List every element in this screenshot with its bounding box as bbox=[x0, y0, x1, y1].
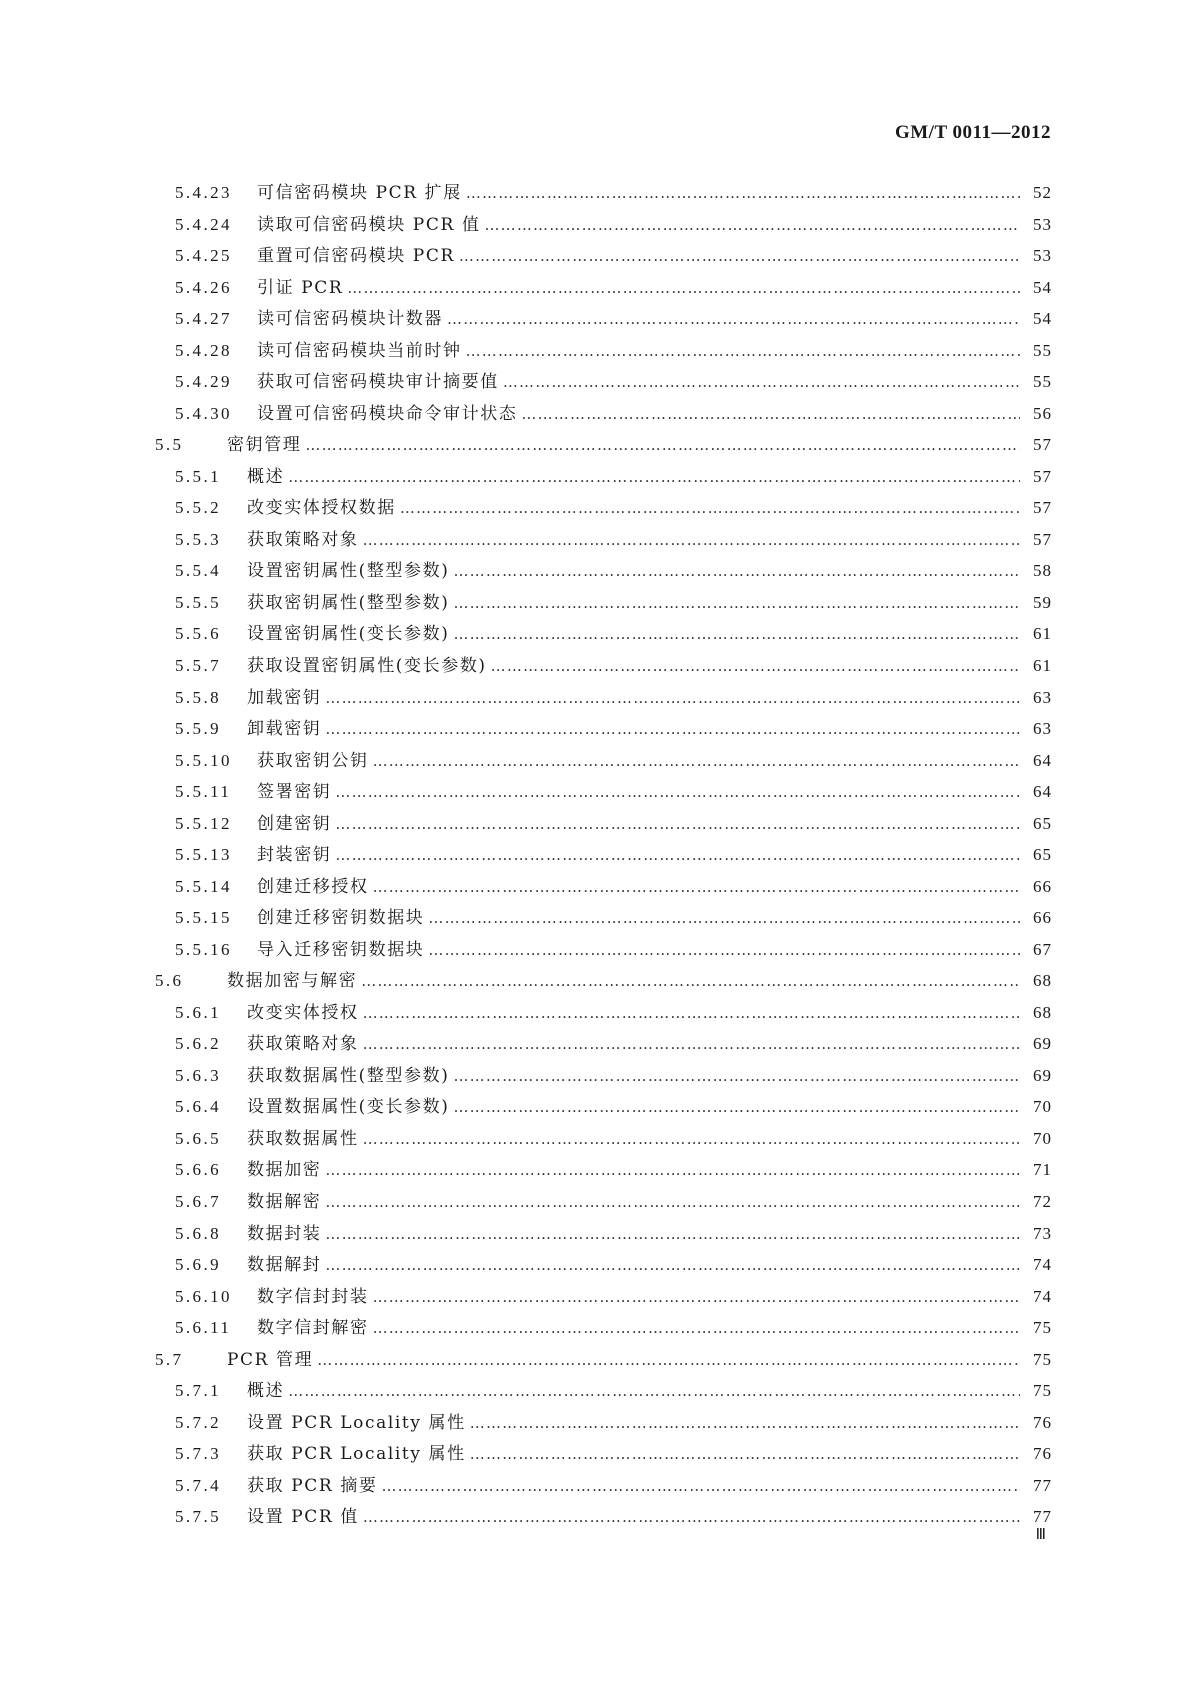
toc-entry-title: 数据封装 bbox=[247, 1223, 322, 1244]
toc-entry-title: 数据加密与解密 bbox=[227, 971, 358, 992]
toc-entry-number: 5.5.8 bbox=[175, 687, 221, 707]
toc-entry-title: 可信密码模块 PCR 扩展 bbox=[257, 183, 462, 203]
toc-entry-page: 66 bbox=[1033, 876, 1052, 896]
toc-entry-number: 5.5.7 bbox=[175, 655, 221, 675]
toc-leader-dots bbox=[373, 1313, 1020, 1345]
toc-entry-title: 设置 PCR 值 bbox=[247, 1507, 359, 1528]
toc-leader-dots bbox=[453, 556, 1020, 588]
toc-leader-dots bbox=[361, 966, 1020, 998]
toc-entry-page: 63 bbox=[1033, 687, 1052, 707]
toc-entry[interactable] bbox=[155, 335, 1052, 367]
toc-entry-page: 63 bbox=[1033, 719, 1052, 739]
toc-entry-number: 5.4.23 bbox=[175, 183, 232, 202]
page-number: Ⅲ bbox=[1035, 1527, 1046, 1543]
standard-code-header: GM/T 0011—2012 bbox=[894, 122, 1051, 143]
toc-entry-title: 数字信封解密 bbox=[257, 1318, 369, 1339]
toc-leader-dots bbox=[466, 336, 1020, 368]
toc-entry-page: 67 bbox=[1033, 939, 1052, 959]
toc-entry-page: 73 bbox=[1033, 1223, 1052, 1243]
toc-entry-title: 设置密钥属性(变长参数) bbox=[247, 624, 450, 645]
toc-entry-page: 77 bbox=[1033, 1475, 1052, 1495]
toc-entry-page: 69 bbox=[1033, 1034, 1052, 1054]
toc-entry-number: 5.6.2 bbox=[175, 1034, 221, 1054]
toc-entry-number: 5.4.26 bbox=[175, 277, 232, 297]
toc-entry-number: 5.5.16 bbox=[175, 939, 232, 959]
toc-entry[interactable] bbox=[155, 871, 1052, 903]
toc-entry-page: 75 bbox=[1033, 1381, 1052, 1401]
toc-entry[interactable] bbox=[155, 965, 1052, 997]
toc-entry-number: 5.5.10 bbox=[175, 750, 232, 770]
toc-entry-page: 61 bbox=[1033, 624, 1052, 644]
toc-entry[interactable] bbox=[155, 808, 1052, 840]
toc-entry-number: 5.5.9 bbox=[175, 719, 221, 739]
toc-leader-dots bbox=[325, 714, 1020, 746]
toc-entry-number: 5.5.6 bbox=[175, 624, 221, 644]
toc-entry[interactable] bbox=[155, 366, 1052, 398]
toc-entry-number: 5.5.2 bbox=[175, 498, 221, 518]
toc-entry-number: 5.7.2 bbox=[175, 1412, 221, 1432]
toc-leader-dots bbox=[325, 1187, 1020, 1219]
toc-leader-dots bbox=[317, 1345, 1020, 1377]
toc-entry-number: 5.4.30 bbox=[175, 403, 232, 423]
toc-entry[interactable] bbox=[155, 177, 1052, 209]
toc-leader-dots bbox=[428, 935, 1020, 967]
toc-entry-page: 74 bbox=[1033, 1286, 1052, 1306]
toc-entry[interactable] bbox=[155, 1154, 1052, 1186]
toc-entry-title: 概述 bbox=[247, 466, 285, 487]
toc-entry-page: 71 bbox=[1033, 1160, 1052, 1180]
toc-entry-number: 5.7.4 bbox=[175, 1475, 221, 1495]
toc-leader-dots bbox=[453, 588, 1020, 620]
toc-entry[interactable] bbox=[155, 524, 1052, 556]
toc-entry[interactable] bbox=[155, 1312, 1052, 1344]
toc-entry-page: 65 bbox=[1033, 845, 1052, 865]
toc-entry-number: 5.6.1 bbox=[175, 1002, 221, 1022]
toc-entry-number: 5.6 bbox=[155, 971, 184, 991]
toc-entry-page: 52 bbox=[1033, 183, 1052, 202]
toc-entry-title: 数据解密 bbox=[247, 1192, 322, 1212]
toc-entry[interactable] bbox=[155, 1501, 1052, 1533]
toc-entry-page: 58 bbox=[1033, 561, 1052, 581]
toc-entry-number: 5.6.6 bbox=[175, 1160, 221, 1180]
toc-entry-title: 获取 PCR Locality 属性 bbox=[247, 1444, 466, 1465]
toc-entry-number: 5.5.4 bbox=[175, 561, 221, 581]
toc-entry-number: 5.5.14 bbox=[175, 876, 232, 896]
toc-entry-title: 概述 bbox=[247, 1381, 285, 1402]
toc-entry[interactable] bbox=[155, 240, 1052, 272]
toc-entry[interactable] bbox=[155, 429, 1052, 461]
toc-entry-title: 封装密钥 bbox=[257, 845, 332, 866]
toc-entry-page: 66 bbox=[1033, 908, 1052, 928]
toc-entry[interactable] bbox=[155, 618, 1052, 650]
toc-entry[interactable] bbox=[155, 1123, 1052, 1155]
toc-leader-dots bbox=[363, 525, 1020, 557]
toc-entry-number: 5.7.1 bbox=[175, 1381, 221, 1401]
toc-entry[interactable] bbox=[155, 1091, 1052, 1123]
toc-entry-title: 获取密钥公钥 bbox=[257, 750, 369, 771]
toc-entry-number: 5.7.5 bbox=[175, 1507, 221, 1527]
toc-entry[interactable] bbox=[155, 272, 1052, 304]
toc-leader-dots bbox=[470, 1439, 1020, 1471]
toc-entry-title: 读可信密码模块计数器 bbox=[257, 309, 443, 330]
toc-entry-title: 改变实体授权数据 bbox=[247, 498, 396, 519]
toc-entry[interactable] bbox=[155, 745, 1052, 777]
toc-entry-page: 65 bbox=[1033, 813, 1052, 833]
toc-entry[interactable] bbox=[155, 1218, 1052, 1250]
toc-entry-title: 获取策略对象 bbox=[247, 529, 359, 550]
toc-leader-dots bbox=[428, 903, 1020, 935]
toc-entry-number: 5.4.24 bbox=[175, 214, 232, 234]
toc-leader-dots bbox=[470, 1408, 1020, 1440]
toc-leader-dots bbox=[347, 273, 1020, 305]
toc-entry-page: 54 bbox=[1033, 309, 1052, 329]
toc-entry-title: 加载密钥 bbox=[247, 687, 322, 708]
toc-entry-number: 5.4.29 bbox=[175, 372, 232, 392]
toc-entry-title: 导入迁移密钥数据块 bbox=[257, 939, 425, 960]
toc-entry-title: 数字信封封装 bbox=[257, 1286, 369, 1307]
toc-entry-page: 57 bbox=[1033, 435, 1052, 455]
toc-entry-title: 获取可信密码模块审计摘要值 bbox=[257, 372, 499, 393]
toc-entry-number: 5.6.9 bbox=[175, 1255, 221, 1275]
toc-leader-dots bbox=[466, 178, 1020, 210]
toc-entry-title: 改变实体授权 bbox=[247, 1002, 359, 1023]
toc-entry-number: 5.6.3 bbox=[175, 1065, 221, 1085]
toc-leader-dots bbox=[373, 746, 1020, 778]
toc-entry-title: 获取策略对象 bbox=[247, 1034, 359, 1055]
toc-entry[interactable] bbox=[155, 1249, 1052, 1281]
toc-entry-page: 68 bbox=[1033, 1002, 1052, 1022]
toc-entry-page: 77 bbox=[1033, 1507, 1052, 1527]
toc-entry[interactable] bbox=[155, 682, 1052, 714]
toc-entry[interactable] bbox=[155, 1186, 1052, 1218]
toc-entry-title: 创建迁移授权 bbox=[257, 876, 369, 897]
toc-entry-title: 密钥管理 bbox=[227, 435, 302, 456]
toc-entry[interactable] bbox=[155, 1028, 1052, 1060]
table-of-contents bbox=[155, 177, 1052, 1533]
toc-leader-dots bbox=[325, 1155, 1020, 1187]
toc-entry[interactable] bbox=[155, 713, 1052, 745]
toc-entry-number: 5.5.15 bbox=[175, 908, 232, 928]
toc-entry-title: 创建密钥 bbox=[257, 813, 332, 834]
toc-entry-page: 55 bbox=[1033, 340, 1052, 360]
toc-entry[interactable] bbox=[155, 650, 1052, 682]
toc-entry[interactable] bbox=[155, 839, 1052, 871]
toc-entry[interactable] bbox=[155, 1407, 1052, 1439]
toc-entry-page: 57 bbox=[1033, 498, 1052, 518]
toc-entry[interactable] bbox=[155, 1438, 1052, 1470]
toc-entry[interactable] bbox=[155, 934, 1052, 966]
toc-entry[interactable] bbox=[155, 587, 1052, 619]
toc-leader-dots bbox=[288, 1376, 1020, 1408]
toc-entry-number: 5.4.27 bbox=[175, 309, 232, 329]
toc-entry-title: 获取 PCR 摘要 bbox=[247, 1475, 378, 1496]
toc-leader-dots bbox=[325, 683, 1020, 715]
toc-entry-number: 5.5.11 bbox=[175, 782, 232, 802]
toc-entry[interactable] bbox=[155, 997, 1052, 1029]
toc-leader-dots bbox=[335, 840, 1020, 872]
toc-entry-page: 70 bbox=[1033, 1097, 1052, 1117]
toc-entry-page: 70 bbox=[1033, 1128, 1052, 1148]
toc-entry[interactable] bbox=[155, 398, 1052, 430]
toc-leader-dots bbox=[305, 430, 1020, 462]
toc-leader-dots bbox=[325, 1250, 1020, 1282]
toc-entry[interactable] bbox=[155, 1344, 1052, 1376]
toc-entry-number: 5.5.12 bbox=[175, 813, 232, 833]
toc-entry-page: 72 bbox=[1033, 1192, 1052, 1211]
toc-leader-dots bbox=[373, 1282, 1020, 1314]
toc-entry-page: 68 bbox=[1033, 971, 1052, 991]
toc-entry-number: 5.6.5 bbox=[175, 1128, 221, 1148]
toc-entry-title: 设置可信密码模块命令审计状态 bbox=[257, 403, 518, 424]
toc-leader-dots bbox=[373, 872, 1020, 904]
toc-entry-title: 数据加密 bbox=[247, 1160, 322, 1181]
toc-entry-title: 获取密钥属性(整型参数) bbox=[247, 592, 450, 613]
toc-entry-title: 设置 PCR Locality 属性 bbox=[247, 1412, 466, 1433]
toc-leader-dots bbox=[381, 1471, 1020, 1503]
toc-entry-title: 获取数据属性(整型参数) bbox=[247, 1065, 450, 1086]
toc-entry[interactable] bbox=[155, 461, 1052, 493]
toc-entry-title: 引证 PCR bbox=[257, 277, 344, 298]
toc-entry-page: 69 bbox=[1033, 1065, 1052, 1085]
toc-entry-page: 76 bbox=[1033, 1444, 1052, 1464]
toc-leader-dots bbox=[363, 998, 1020, 1030]
toc-entry-title: 重置可信密码模块 PCR bbox=[257, 246, 455, 267]
toc-entry-page: 53 bbox=[1033, 246, 1052, 266]
toc-entry-page: 64 bbox=[1033, 750, 1052, 770]
toc-entry[interactable] bbox=[155, 1470, 1052, 1502]
toc-entry-page: 54 bbox=[1033, 277, 1052, 297]
toc-entry-page: 74 bbox=[1033, 1255, 1052, 1275]
toc-entry-page: 59 bbox=[1033, 592, 1052, 612]
toc-entry-page: 56 bbox=[1033, 403, 1052, 423]
toc-entry-title: 创建迁移密钥数据块 bbox=[257, 908, 425, 929]
toc-entry-number: 5.5.13 bbox=[175, 845, 232, 865]
toc-leader-dots bbox=[363, 1502, 1020, 1534]
toc-entry-page: 76 bbox=[1033, 1412, 1052, 1432]
toc-leader-dots bbox=[335, 777, 1020, 809]
toc-leader-dots bbox=[363, 1029, 1020, 1061]
toc-leader-dots bbox=[459, 241, 1020, 273]
toc-entry[interactable] bbox=[155, 209, 1052, 241]
toc-leader-dots bbox=[453, 619, 1020, 651]
toc-entry-number: 5.6.11 bbox=[175, 1318, 232, 1338]
toc-entry-number: 5.5 bbox=[155, 435, 184, 455]
toc-entry-number: 5.4.25 bbox=[175, 246, 232, 266]
toc-entry-number: 5.5.5 bbox=[175, 592, 221, 612]
toc-entry-number: 5.7 bbox=[155, 1349, 184, 1369]
toc-leader-dots bbox=[521, 399, 1020, 431]
toc-entry-title: 数据解封 bbox=[247, 1255, 322, 1276]
toc-leader-dots bbox=[453, 1061, 1020, 1093]
toc-entry[interactable] bbox=[155, 902, 1052, 934]
toc-leader-dots bbox=[363, 1124, 1020, 1156]
toc-leader-dots bbox=[288, 462, 1020, 494]
toc-entry-title: 设置密钥属性(整型参数) bbox=[247, 561, 450, 582]
toc-entry-number: 5.6.10 bbox=[175, 1286, 232, 1306]
toc-entry-page: 75 bbox=[1033, 1318, 1052, 1338]
toc-entry[interactable] bbox=[155, 1375, 1052, 1407]
toc-entry-page: 57 bbox=[1033, 529, 1052, 549]
toc-entry-number: 5.7.3 bbox=[175, 1444, 221, 1464]
toc-entry-number: 5.5.3 bbox=[175, 529, 221, 549]
toc-leader-dots bbox=[503, 367, 1020, 399]
toc-entry-page: 55 bbox=[1033, 372, 1052, 392]
toc-entry[interactable] bbox=[155, 555, 1052, 587]
toc-entry-page: 61 bbox=[1033, 655, 1052, 675]
toc-entry-title: 卸载密钥 bbox=[247, 719, 322, 740]
toc-entry-page: 57 bbox=[1033, 466, 1052, 486]
toc-entry-title: 设置数据属性(变长参数) bbox=[247, 1097, 450, 1118]
toc-entry[interactable] bbox=[155, 1281, 1052, 1313]
toc-leader-dots bbox=[484, 210, 1020, 242]
toc-leader-dots bbox=[447, 304, 1020, 336]
toc-entry-number: 5.6.8 bbox=[175, 1223, 221, 1243]
toc-entry-title: 获取数据属性 bbox=[247, 1128, 359, 1149]
toc-entry-number: 5.6.4 bbox=[175, 1097, 221, 1117]
toc-entry[interactable] bbox=[155, 1060, 1052, 1092]
toc-entry-title: 读取可信密码模块 PCR 值 bbox=[257, 214, 481, 235]
toc-entry-number: 5.6.7 bbox=[175, 1192, 221, 1211]
toc-leader-dots bbox=[325, 1219, 1020, 1251]
toc-leader-dots bbox=[453, 1092, 1020, 1124]
toc-entry-page: 53 bbox=[1033, 214, 1052, 234]
toc-entry-number: 5.4.28 bbox=[175, 340, 232, 360]
toc-entry-page: 64 bbox=[1033, 782, 1052, 802]
toc-entry-number: 5.5.1 bbox=[175, 466, 221, 486]
toc-entry-page: 75 bbox=[1033, 1349, 1052, 1369]
toc-entry-title: PCR 管理 bbox=[227, 1349, 314, 1370]
toc-entry-title: 读可信密码模块当前时钟 bbox=[257, 340, 462, 361]
toc-leader-dots bbox=[335, 809, 1020, 841]
toc-entry[interactable] bbox=[155, 492, 1052, 524]
toc-leader-dots bbox=[491, 651, 1020, 683]
toc-entry[interactable] bbox=[155, 776, 1052, 808]
toc-entry-title: 签署密钥 bbox=[257, 782, 332, 803]
toc-leader-dots bbox=[400, 493, 1020, 525]
toc-entry[interactable] bbox=[155, 303, 1052, 335]
toc-entry-title: 获取设置密钥属性(变长参数) bbox=[247, 655, 487, 676]
